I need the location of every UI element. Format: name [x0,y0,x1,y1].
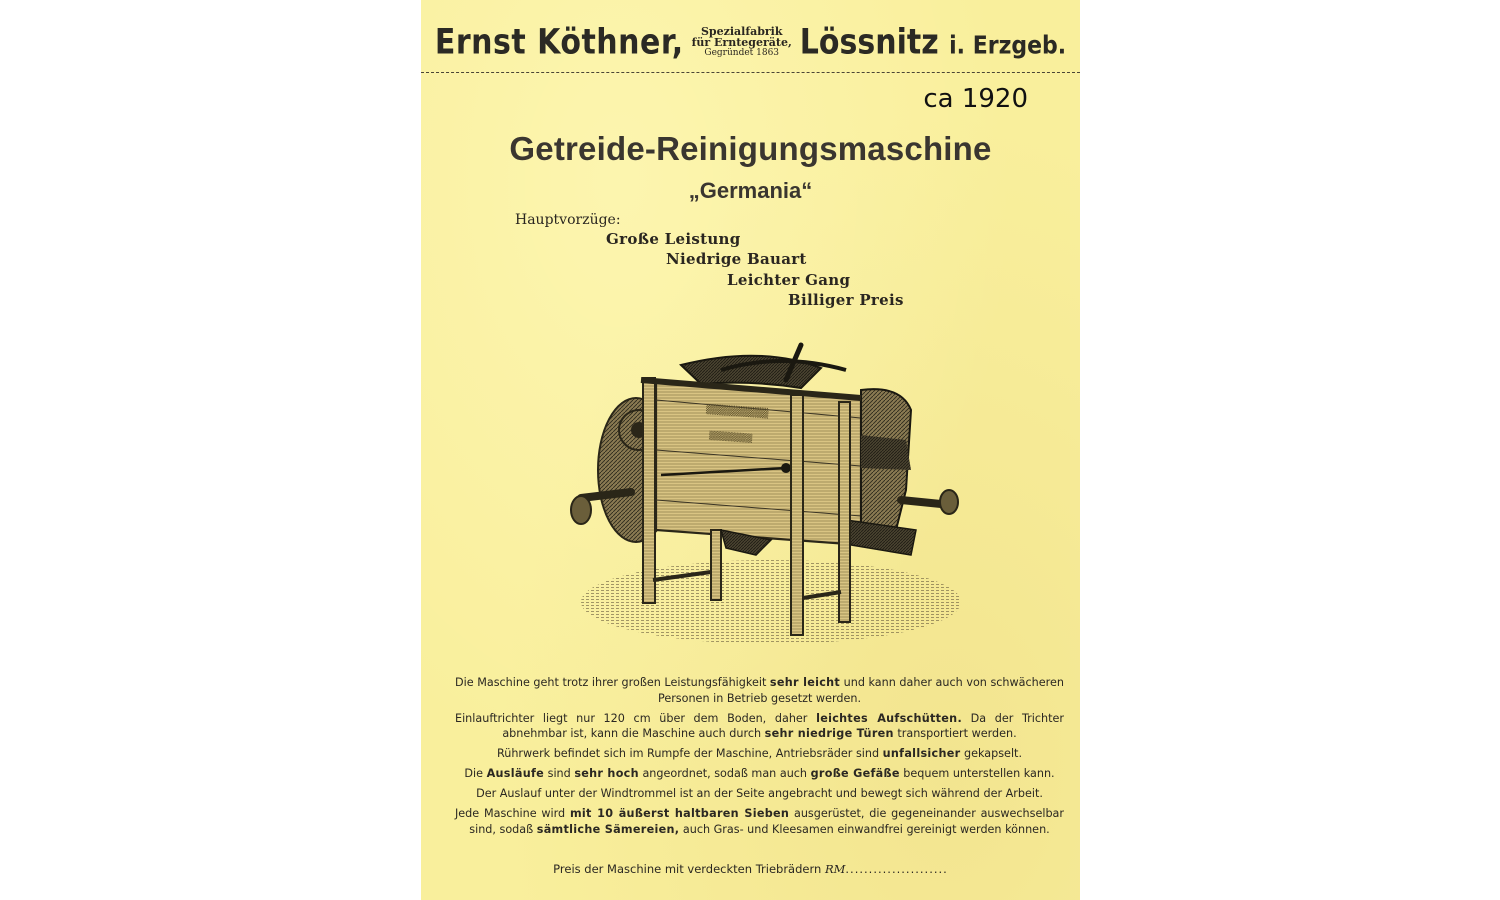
text-run: sind [544,767,575,780]
firm-specialty [692,26,792,59]
text-run: transportiert werden. [893,727,1017,740]
feature-item: Billiger Preis [788,291,904,309]
price-text: Preis der Maschine mit verdeckten Triebrädern [553,862,822,876]
text-emphasis: große Gefäße [810,767,900,780]
firm-location [800,22,1066,62]
grain-cleaning-machine-engraving-icon [561,340,961,650]
text-run: Rührwerk befindet sich im Rumpfe der Maschine, Antriebsräder sind [496,747,883,760]
feature-item: Niedrige Bauart [666,250,807,268]
text-run: bequem unterstellen kann. [899,767,1055,780]
firm-founded: Gegründet 1863 [704,47,780,58]
text-emphasis: sehr niedrige Türen [764,727,894,740]
firm-region: i. Erzgeb. [949,31,1067,60]
text-run: gekapselt. [960,747,1022,760]
text-run: Jede Maschine wird [455,807,570,820]
firm-specialty-line2: für Erntegeräte, [691,35,792,49]
text-run: ausgerüstet, die gegeneinander auswechselbar sind, sodaß [469,807,1065,836]
description-paragraph [455,711,1064,742]
price-line [421,862,1080,876]
features-label: Hauptvorzüge: [515,212,621,228]
advertisement-page [421,0,1080,900]
firm-specialty-line1: Spezialfabrik [700,24,783,38]
feature-item: Große Leistung [606,230,741,248]
text-emphasis: leichtes Aufschütten. [816,711,962,725]
text-run: und kann daher auch von schwächeren Personen in Betrieb gesetzt werden. [657,676,1064,705]
text-run: auch Gras- und Kleesamen einwandfrei gereinigt werden können. [679,822,1050,836]
text-run: Einlauftrichter liegt nur 120 cm über dem Boden, daher [455,711,817,725]
text-run: Der Auslauf unter der Windtrommel ist an der Seite angebracht und bewegt sich während der Arbeit. [476,787,1043,800]
price-blank: ...................... [845,862,948,876]
description-paragraph [455,675,1064,706]
text-emphasis: Ausläufe [486,767,545,780]
price-currency: RM [824,862,846,876]
svg-text:▒▒▒▒▒▒▒: ▒▒▒▒▒▒▒ [708,431,753,444]
description-paragraph [455,766,1064,782]
text-emphasis: unfallsicher [882,747,961,760]
description-text [455,675,1064,842]
text-emphasis: mit 10 äußerst haltbaren Sieben [569,807,790,820]
text-run: Da der Trichter abnehmbar ist, kann die Maschine auch durch [502,711,1064,740]
text-emphasis: sehr hoch [574,767,639,780]
year-annotation: ca 1920 [923,84,1028,114]
description-paragraph [455,786,1064,802]
text-emphasis: sehr leicht [769,676,841,689]
text-run: Die Maschine geht trotz ihrer großen Leistungsfähigkeit [455,676,770,689]
description-paragraph [455,806,1064,837]
feature-item: Leichter Gang [727,271,851,289]
page-title: Getreide-Reinigungsmaschine [509,130,992,167]
svg-text:▒▒▒▒▒▒▒▒▒: ▒▒▒▒▒▒▒▒▒ [705,405,769,420]
text-run: angeordnet, sodaß man auch [638,767,811,780]
text-run: Die [464,767,487,780]
page-subtitle: „Germania“ [688,178,813,203]
description-paragraph [455,746,1064,762]
company-header [421,18,1080,66]
firm-name: Ernst Köthner, [434,21,684,63]
text-emphasis: sämtliche Sämereien, [536,822,680,836]
firm-city: Lössnitz [799,21,939,63]
header-divider [421,72,1080,73]
